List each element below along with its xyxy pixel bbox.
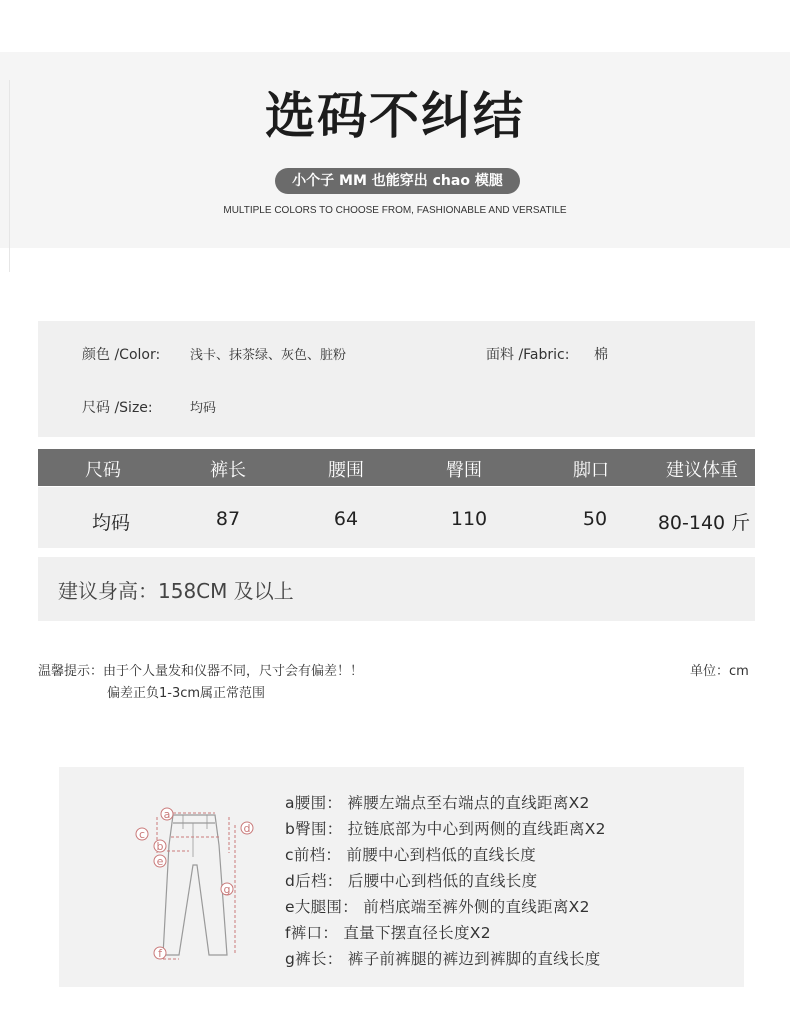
size-label: 尺码 /Size: [82,400,153,416]
label-c: c [138,828,146,841]
table-row [38,487,755,548]
measure-hem: f裤口： 直量下摆直径长度X2 [285,924,491,942]
header-size: 尺码 [85,460,121,481]
label-e: e [156,855,164,868]
size-table-header [38,449,755,486]
measurement-guide [59,767,744,987]
measure-front-rise: c前档： 前腰中心到档低的直线长度 [285,846,537,864]
cell-size: 均码 [91,512,131,534]
measure-length: g裤长： 裤子前裤腿的裤边到裤脚的直线长度 [285,950,601,968]
unit-text: 单位：cm [690,664,749,679]
tip-text: 温馨提示：由于个人量发和仪器不同，尺寸会有偏差！！ [38,664,364,679]
cell-length: 87 [215,508,241,530]
product-info-panel [38,321,755,437]
cell-waist: 64 [333,508,359,530]
label-d: d [243,822,251,835]
measure-back-rise: d后档： 后腰中心到档低的直线长度 [285,872,538,890]
label-f: f [158,947,162,960]
fabric-value: 棉 [594,347,608,363]
hero-banner [0,52,790,248]
header-hem: 脚口 [573,460,609,481]
color-label: 颜色 /Color: [82,347,161,363]
header-length: 裤长 [210,460,246,481]
header-weight: 建议体重 [666,460,738,481]
header-hip: 臀围 [446,460,482,481]
hero-subtitle: MULTIPLE COLORS TO CHOOSE FROM, FASHIONABLE AND VERSATILE [223,205,567,216]
size-value: 均码 [190,401,217,416]
label-a: a [163,808,171,821]
height-text: 建议身高：158CM 及以上 [58,579,294,603]
cell-hem: 50 [582,508,608,530]
measure-thigh: e大腿围： 前档底端至裤外侧的直线距离X2 [285,898,590,916]
pants-diagram [127,805,267,965]
header-waist: 腰围 [328,460,364,481]
height-recommendation [38,557,755,621]
cell-weight: 80-140 斤 [657,512,751,534]
label-g: g [223,883,231,896]
label-b: b [156,840,164,853]
tip-text-line2: 偏差正负1-3cm属正常范围 [107,686,266,701]
fabric-label: 面料 /Fabric: [486,347,570,363]
color-value: 浅卡、抹茶绿、灰色、脏粉 [190,348,347,363]
page-title: 选码不纠结 [265,87,525,145]
measure-waist: a腰围： 裤腰左端点至右端点的直线距离X2 [285,794,590,812]
cell-hip: 110 [450,508,488,530]
measure-hip: b臀围： 拉链底部为中心到两侧的直线距离X2 [285,820,606,838]
slogan-badge: 小个子 MM 也能穿出 chao 模腿 [275,168,520,194]
